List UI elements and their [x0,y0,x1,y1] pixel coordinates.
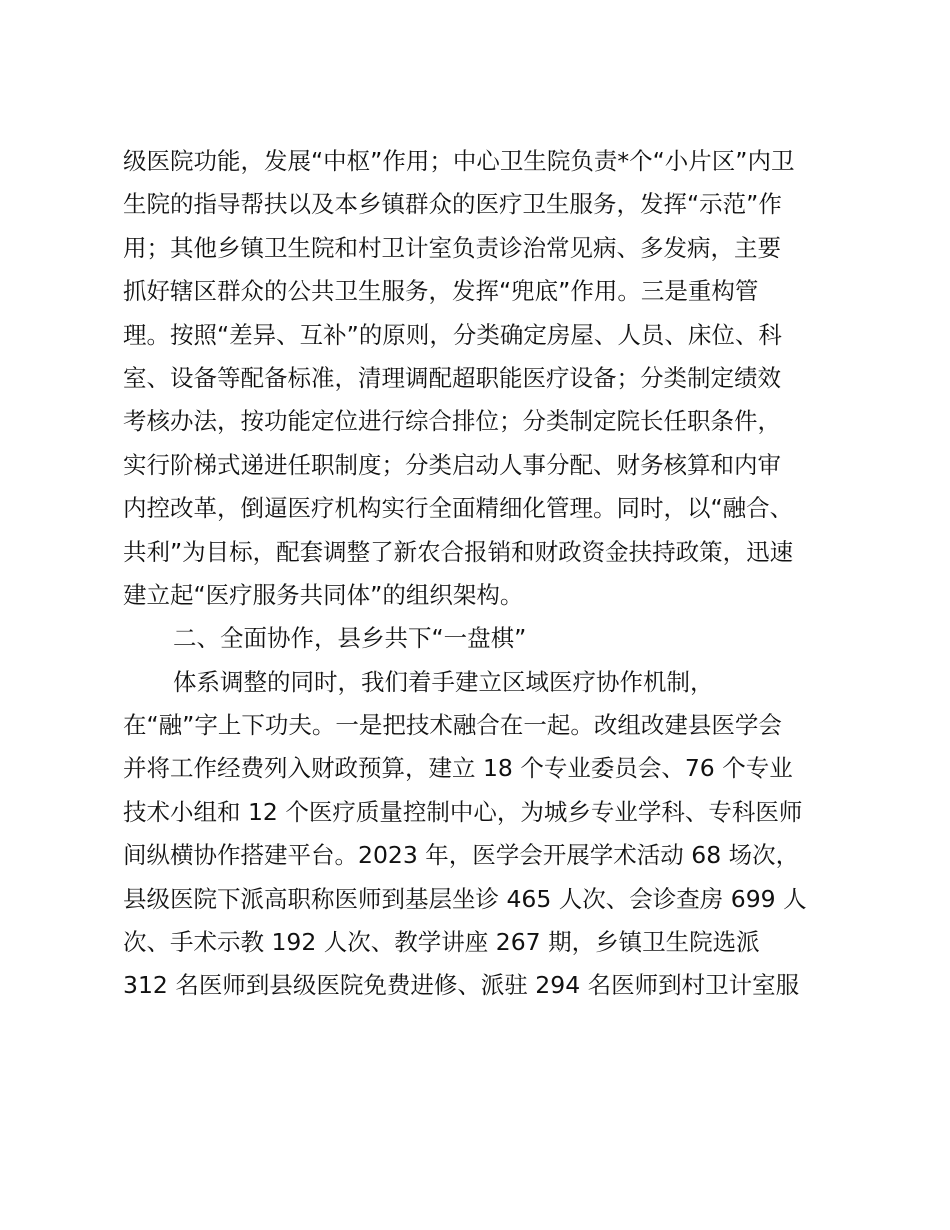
document-body [123,140,843,1008]
text-line-1: 级医院功能，发展“中枢”作用；中心卫生院负责*个“小片区”内卫 [123,147,795,175]
text-line-6: 室、设备等配备标准，清理调配超职能医疗设备；分类制定绩效 [123,363,781,392]
text-line-7: 考核办法，按功能定位进行综合排位；分类制定院长任职条件， [123,407,781,436]
text-line-20: 312 名医师到县级医院免费进修、派驻 294 名医师到村卫计室服 [123,971,800,1000]
text-line-15: 并将工作经费列入财政预算，建立 18 个专业委员会、76 个专业 [123,754,793,783]
text-line-17: 间纵横协作搭建平台。2023 年，医学会开展学术活动 68 场次， [123,841,800,870]
text-line-2: 生院的指导帮扶以及本乡镇群众的医疗卫生服务，发挥“示范”作 [123,190,782,219]
text-line-4: 抓好辖区群众的公共卫生服务，发挥“兜底”作用。三是重构管 [123,277,759,306]
text-line-9: 内控改革，倒逼医疗机构实行全面精细化管理。同时，以“融合、 [123,494,794,523]
text-line-5: 理。按照“差异、互补”的原则，分类确定房屋、人员、床位、科 [123,320,782,349]
text-line-10: 共利”为目标，配套调整了新农合报销和财政资金扶持政策，迅速 [123,537,794,566]
text-line-19: 次、手术示教 192 人次、教学讲座 267 期，乡镇卫生院选派 [123,928,760,957]
section-heading: 二、全面协作，县乡共下“一盘棋” [173,624,527,653]
text-line-11: 建立起“医疗服务共同体”的组织架构。 [123,580,524,609]
text-line-14: 在“融”字上下功夫。一是把技术融合在一起。改组改建县医学会 [123,711,782,740]
text-line-8: 实行阶梯式递进任职制度；分类启动人事分配、财务核算和内审 [123,450,781,479]
text-line-3: 用；其他乡镇卫生院和村卫计室负责诊治常见病、多发病，主要 [123,233,781,262]
text-line-16: 技术小组和 12 个医疗质量控制中心，为城乡专业学科、专科医师 [123,797,803,826]
text-line-18: 县级医院下派高职称医师到基层坐诊 465 人次、会诊查房 699 人 [123,884,807,913]
text-line-13: 体系调整的同时，我们着手建立区域医疗协作机制， [173,667,714,696]
